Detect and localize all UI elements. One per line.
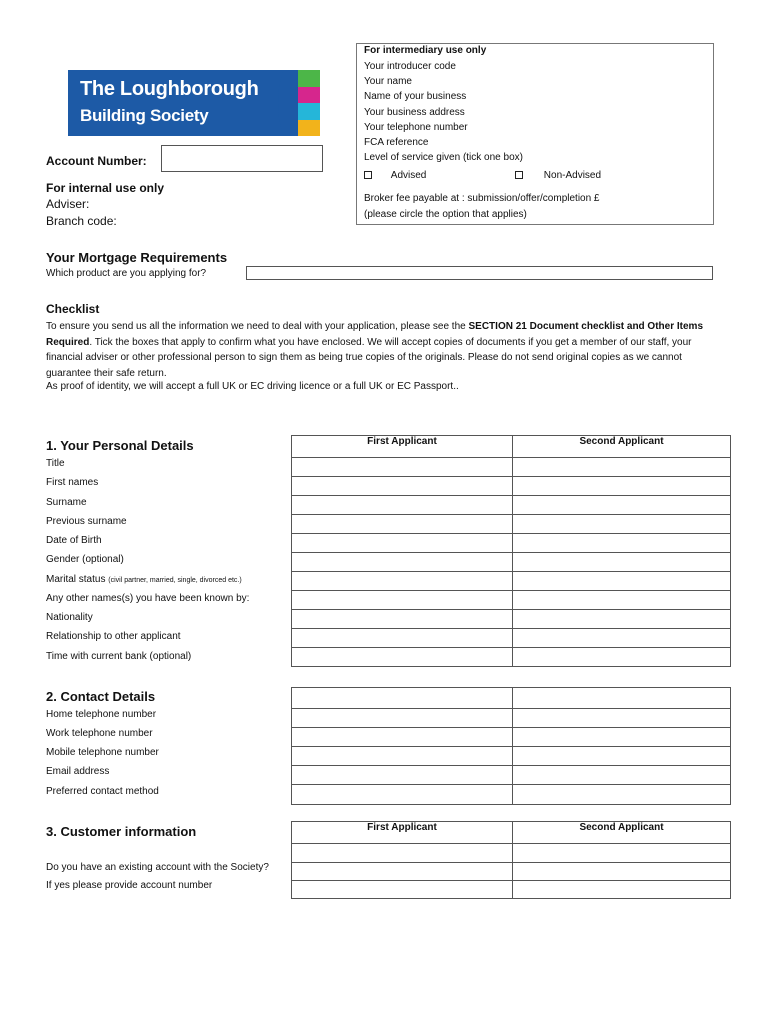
- second-cell[interactable]: [513, 648, 731, 667]
- society-logo: [68, 70, 320, 136]
- first-cell[interactable]: [292, 844, 513, 863]
- second-cell[interactable]: [513, 766, 731, 785]
- personal-details-title: 1. Your Personal Details: [46, 438, 194, 453]
- business-name-label: Name of your business: [364, 91, 467, 102]
- intermediary-box: [356, 43, 714, 225]
- second-cell[interactable]: [513, 688, 731, 709]
- marital-status-note: (civil partner, married, single, divorced etc.): [108, 577, 242, 584]
- first-cell[interactable]: [292, 863, 513, 881]
- checklist-text-b: . Tick the boxes that apply to confirm what you have enclosed. We will accept copies of documents if you get a member of our staff, your financial adviser or other professional person to sign them as being true copies of the originals. Please do not send original copies as we cannot guarantee their safe return.: [46, 336, 692, 379]
- first-cell[interactable]: [292, 458, 513, 477]
- first-cell[interactable]: [292, 496, 513, 515]
- your-name-label: Your name: [364, 76, 412, 87]
- marital-status-label: Marital status: [46, 574, 106, 585]
- second-cell[interactable]: [513, 610, 731, 629]
- first-applicant-header: First Applicant: [292, 822, 513, 844]
- mortgage-title: Your Mortgage Requirements: [46, 250, 228, 265]
- row-other-names: Any other names(s) you have been known by:: [46, 593, 250, 604]
- product-input[interactable]: [246, 266, 713, 280]
- first-cell[interactable]: [292, 881, 513, 899]
- row-work-phone: Work telephone number: [46, 728, 153, 739]
- first-cell[interactable]: [292, 709, 513, 728]
- first-cell[interactable]: [292, 477, 513, 496]
- first-cell[interactable]: [292, 648, 513, 667]
- row-date-of-birth: Date of Birth: [46, 535, 102, 546]
- row-preferred-contact: Preferred contact method: [46, 786, 159, 797]
- customer-info-title: 3. Customer information: [46, 824, 197, 839]
- row-marital-status: [46, 574, 242, 585]
- service-level-label: Level of service given (tick one box): [364, 152, 523, 163]
- advised-checkbox[interactable]: [364, 171, 372, 179]
- second-cell[interactable]: [513, 458, 731, 477]
- checklist-text-bold: SECTION 21 Document checklist and Other Items Required: [46, 321, 704, 348]
- row-first-names: First names: [46, 477, 99, 488]
- row-relationship: Relationship to other applicant: [46, 631, 181, 642]
- internal-use-title: For internal use only: [46, 181, 165, 195]
- broker-fee-note: (please circle the option that applies): [364, 209, 527, 220]
- first-cell[interactable]: [292, 534, 513, 553]
- first-cell[interactable]: [292, 766, 513, 785]
- advised-label: Advised: [390, 170, 427, 181]
- second-cell[interactable]: [513, 785, 731, 805]
- second-cell[interactable]: [513, 591, 731, 610]
- second-applicant-header: Second Applicant: [513, 822, 731, 844]
- account-number-label: Account Number:: [46, 154, 147, 168]
- non-advised-option[interactable]: [515, 170, 601, 181]
- product-question: Which product are you applying for?: [46, 268, 207, 279]
- first-cell[interactable]: [292, 553, 513, 572]
- second-cell[interactable]: [513, 534, 731, 553]
- row-title: Title: [46, 458, 65, 469]
- logo-line-1: The Loughborough: [80, 78, 259, 100]
- row-email: Email address: [46, 766, 110, 777]
- logo-line-2: Building Society: [80, 106, 209, 125]
- row-gender: Gender (optional): [46, 554, 124, 565]
- logo-stripes: [298, 70, 320, 136]
- second-cell[interactable]: [513, 863, 731, 881]
- first-cell[interactable]: [292, 747, 513, 766]
- introducer-code-label: Your introducer code: [364, 61, 456, 72]
- adviser-label: Adviser:: [46, 197, 90, 211]
- row-account-number: If yes please provide account number: [46, 880, 213, 891]
- row-existing-account: Do you have an existing account with the Society?: [46, 862, 269, 873]
- personal-details-table: [291, 435, 731, 667]
- row-nationality: Nationality: [46, 612, 93, 623]
- customer-info-table: [291, 821, 731, 899]
- second-cell[interactable]: [513, 477, 731, 496]
- non-advised-checkbox[interactable]: [515, 171, 523, 179]
- branch-code-label: Branch code:: [46, 214, 117, 228]
- second-cell[interactable]: [513, 515, 731, 534]
- row-mobile-phone: Mobile telephone number: [46, 747, 159, 758]
- row-surname: Surname: [46, 497, 87, 508]
- second-cell[interactable]: [513, 553, 731, 572]
- first-cell[interactable]: [292, 515, 513, 534]
- first-cell[interactable]: [292, 785, 513, 805]
- intermediary-title: For intermediary use only: [364, 45, 487, 56]
- first-cell[interactable]: [292, 688, 513, 709]
- row-time-with-bank: Time with current bank (optional): [46, 651, 192, 662]
- row-home-phone: Home telephone number: [46, 709, 157, 720]
- second-cell[interactable]: [513, 709, 731, 728]
- second-cell[interactable]: [513, 572, 731, 591]
- contact-details-table: [291, 687, 731, 805]
- account-number-input[interactable]: [161, 145, 323, 172]
- second-cell[interactable]: [513, 728, 731, 747]
- contact-details-title: 2. Contact Details: [46, 689, 156, 704]
- second-cell[interactable]: [513, 629, 731, 648]
- second-cell[interactable]: [513, 496, 731, 515]
- first-cell[interactable]: [292, 591, 513, 610]
- first-cell[interactable]: [292, 610, 513, 629]
- broker-fee-label: Broker fee payable at : submission/offer/completion £: [364, 193, 600, 204]
- advised-option[interactable]: [364, 170, 426, 181]
- first-cell[interactable]: [292, 728, 513, 747]
- second-cell[interactable]: [513, 844, 731, 863]
- telephone-label: Your telephone number: [364, 122, 468, 133]
- checklist-text: [46, 319, 726, 381]
- checklist-text-a: To ensure you send us all the information we need to deal with your application, please see the: [46, 321, 469, 332]
- first-cell[interactable]: [292, 572, 513, 591]
- second-cell[interactable]: [513, 747, 731, 766]
- row-previous-surname: Previous surname: [46, 516, 127, 527]
- second-applicant-header: Second Applicant: [513, 436, 731, 458]
- business-address-label: Your business address: [364, 107, 465, 118]
- fca-reference-label: FCA reference: [364, 137, 429, 148]
- first-cell[interactable]: [292, 629, 513, 648]
- checklist-title: Checklist: [46, 302, 100, 316]
- non-advised-label: Non-Advised: [543, 170, 602, 181]
- identity-proof-text: As proof of identity, we will accept a full UK or EC driving licence or a full UK or EC Passport..: [46, 381, 459, 392]
- first-applicant-header: First Applicant: [292, 436, 513, 458]
- second-cell[interactable]: [513, 881, 731, 899]
